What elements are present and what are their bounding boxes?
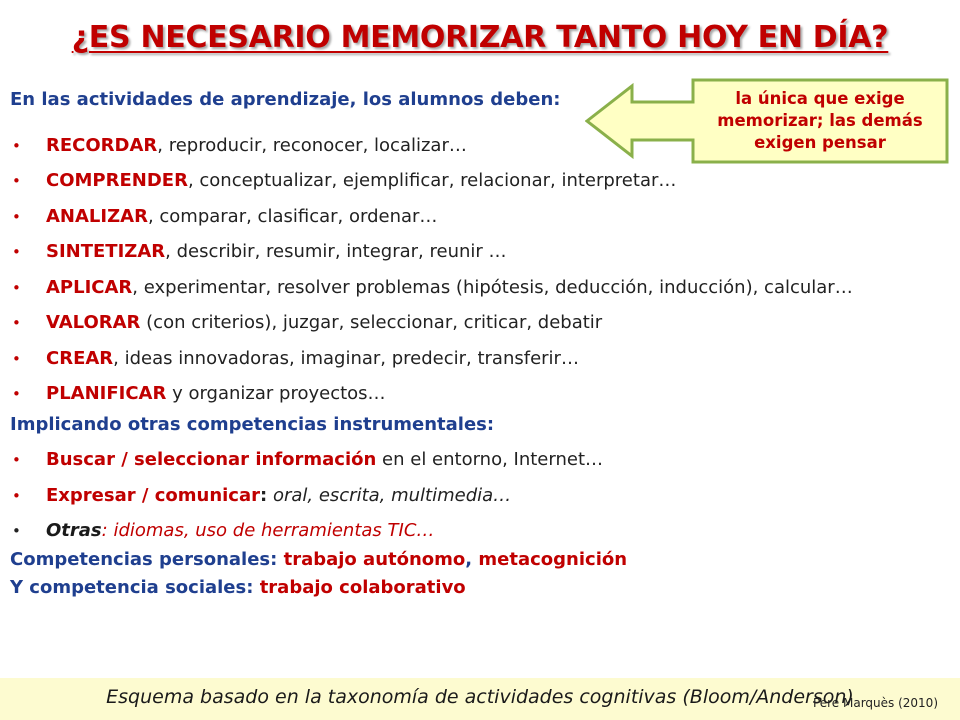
list-item: [10, 205, 950, 229]
item-text: , ideas innovadoras, imaginar, predecir, transferir…: [113, 347, 579, 369]
bullet-icon: •: [12, 522, 21, 541]
footer-text: Esquema basado en la taxonomía de actividades cognitivas (Bloom/Anderson): [106, 686, 854, 708]
item-text: , experimentar, resolver problemas (hipótesis, deducción, inducción), calcular…: [132, 276, 853, 298]
item-keyword: PLANIFICAR: [46, 383, 167, 405]
bullet-icon: •: [12, 349, 21, 368]
social-competencies: [10, 576, 950, 600]
list-item: [10, 519, 950, 543]
item-keyword: COMPRENDER: [46, 170, 188, 192]
item-keyword: VALORAR: [46, 312, 141, 334]
list-item: [10, 484, 950, 508]
bullet-icon: •: [12, 172, 21, 191]
instrumental-heading: Implicando otras competencias instrumentales:: [10, 413, 495, 435]
personal-label: Competencias personales:: [10, 548, 284, 570]
item-keyword: Otras: [46, 520, 102, 542]
bullet-icon: •: [12, 207, 21, 226]
intro-text: En las actividades de aprendizaje, los alumnos deben:: [10, 89, 561, 110]
list-item: [10, 347, 950, 371]
slide-title: ¿ES NECESARIO MEMORIZAR TANTO HOY EN DÍA?: [71, 20, 889, 55]
bullet-icon: •: [12, 137, 21, 155]
footer-bar: [0, 678, 960, 720]
item-keyword: SINTETIZAR: [46, 241, 166, 263]
item-keyword: RECORDAR: [46, 135, 158, 156]
item-keyword: ANALIZAR: [46, 205, 148, 227]
footer-credit: Pere Marquès (2010): [812, 696, 938, 710]
item-text: , comparar, clasificar, ordenar…: [147, 205, 438, 227]
bullet-icon: •: [12, 278, 21, 297]
item-text: , describir, resumir, integrar, reunir …: [165, 241, 507, 263]
bullet-icon: •: [12, 451, 21, 470]
bullet-icon: •: [12, 243, 21, 262]
list-item: [10, 134, 950, 158]
item-text: en el entorno, Internet…: [376, 449, 604, 471]
list-item: [10, 169, 950, 193]
list-item: [10, 240, 950, 264]
item-text: oral, escrita, multimedia…: [267, 484, 512, 506]
item-text: y organizar proyectos…: [166, 383, 386, 405]
list-item: [10, 311, 950, 335]
item-keyword: Expresar / comunicar: [46, 484, 261, 506]
personal-value-2: metacognición: [478, 548, 628, 570]
item-text: , reproducir, reconocer, localizar…: [157, 135, 467, 156]
social-label: Y competencia sociales:: [10, 577, 260, 599]
list-item: [10, 448, 950, 472]
item-text: : idiomas, uso de herramientas TIC…: [101, 520, 435, 542]
item-keyword: APLICAR: [46, 276, 133, 298]
item-text: , conceptualizar, ejemplificar, relacionar, interpretar…: [187, 170, 677, 192]
list-item: [10, 276, 950, 300]
callout-text: la única que exige memorizar; las demás exigen pensar: [717, 89, 923, 152]
item-keyword: CREAR: [46, 347, 114, 369]
social-value: trabajo colaborativo: [259, 577, 466, 599]
activities-list: [10, 130, 950, 601]
item-text: (con criterios), juzgar, seleccionar, criticar, debatir: [140, 312, 603, 334]
bullet-icon: •: [12, 314, 21, 333]
personal-sep: ,: [465, 548, 479, 570]
bullet-icon: •: [12, 486, 21, 505]
list-item: [10, 382, 950, 406]
bullet-icon: •: [12, 385, 21, 404]
item-colon: :: [260, 484, 268, 506]
personal-competencies: [10, 548, 950, 572]
item-keyword: Buscar / seleccionar información: [46, 449, 377, 471]
personal-value-1: trabajo autónomo: [283, 548, 466, 570]
